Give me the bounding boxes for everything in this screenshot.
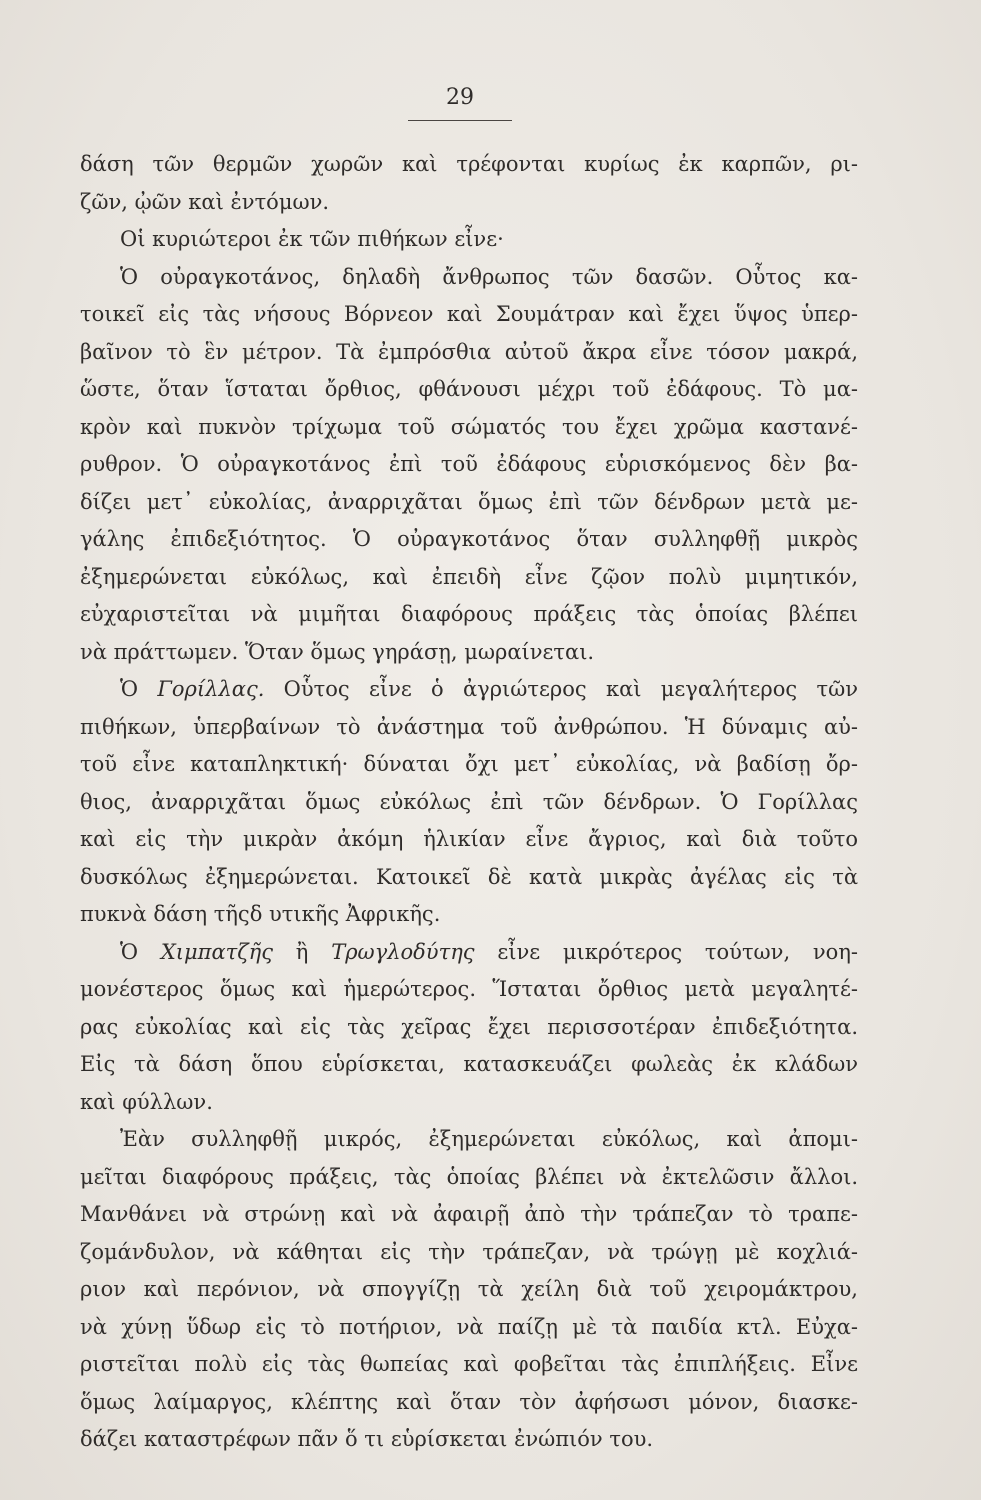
text-line: ὅμως λαίμαργος, κλέπτης καὶ ὅταν τὸν ἀφήσωσι μόνον, διασκε- [80,1389,858,1414]
text-line: ριστεῖται πολὺ εἰς τὰς θωπείας καὶ φοβεῖται τὰς ἐπιπλήξεις. Εἶνε [80,1352,858,1376]
italic-term: Γορίλλας. [157,677,265,701]
page-number: 29 [446,85,474,110]
text-line: ρας εὐκολίας καὶ εἰς τὰς χεῖρας ἔχει περισσοτέραν ἐπιδεξιότητα. [80,1014,858,1039]
text-line: Μανθάνει νὰ στρώνῃ καὶ νὰ ἀφαιρῇ ἀπὸ τὴν τράπεζαν τὸ τραπε- [80,1202,858,1226]
text-line: εὐχαριστεῖται νὰ μιμῆται διαφόρους πράξεις τὰς ὁποίας βλέπει [80,602,858,626]
text-line: Ἐὰν συλληφθῇ μικρός, ἐξημερώνεται εὐκόλως, καὶ ἀπομι- [120,1127,858,1151]
text-line: Οἱ κυριώτεροι ἐκ τῶν πιθήκων εἶνε· [120,227,504,251]
header-rule [408,120,512,121]
text-line: δάζει καταστρέφων πᾶν ὅ τι εὑρίσκεται ἐνώπιόν του. [80,1427,654,1451]
text-line: πυκνὰ δάση τῆςδ υτικῆς Ἀφρικῆς. [80,902,441,926]
text-line: ὥστε, ὅταν ἵσταται ὄρθιος, φθάνουσι μέχρι τοῦ ἐδάφους. Τὸ μα- [80,377,858,401]
italic-term: Χιμπατζῆς [160,939,274,964]
text-line: Ὁ Χιμπατζῆς ἢ Τρωγλοδύτης εἶνε μικρότερος τούτων, νοη- [120,939,858,964]
body-text [80,146,858,1459]
text-line: δίζει μετ᾽ εὐκολίας, ἀναρριχᾶται ὅμως ἐπὶ τῶν δένδρων μετὰ με- [80,489,858,514]
text-line: Ὁ Γορίλλας. Οὗτος εἶνε ὁ ἀγριώτερος καὶ μεγαλήτερος τῶν [120,677,858,701]
text-line: ζομάνδυλον, νὰ κάθηται εἰς τὴν τράπεζαν, νὰ τρώγῃ μὲ κοχλιά- [80,1239,858,1264]
text-line: κρὸν καὶ πυκνὸν τρίχωμα τοῦ σώματός του ἔχει χρῶμα καστανέ- [80,414,858,439]
text-line: βαῖνον τὸ ἓν μέτρον. Τὰ ἐμπρόσθια αὐτοῦ ἄκρα εἶνε τόσον μακρά, [80,339,858,364]
text-line: νὰ πράττωμεν. Ὅταν ὅμως γηράσῃ, μωραίνεται. [80,639,595,664]
text-line: τοῦ εἶνε καταπληκτική· δύναται ὄχι μετ᾽ εὐκολίας, νὰ βαδίσῃ ὄρ- [80,752,858,776]
text-line: Ὁ οὐραγκοτάνος, δηλαδὴ ἄνθρωπος τῶν δασῶν. Οὗτος κα- [120,264,858,289]
text-line: πιθήκων, ὑπερβαίνων τὸ ἀνάστημα τοῦ ἀνθρώπου. Ἡ δύναμις αὐ- [80,714,858,739]
text-line: νὰ χύνῃ ὕδωρ εἰς τὸ ποτήριον, νὰ παίζῃ μὲ τὰ παιδία κτλ. Εὐχα- [80,1314,858,1339]
text-line: ριον καὶ περόνιον, νὰ σπογγίζῃ τὰ χείλη διὰ τοῦ χειρομάκτρου, [80,1277,858,1301]
text-line: ρυθρον. Ὁ οὐραγκοτάνος ἐπὶ τοῦ ἐδάφους εὑρισκόμενος δὲν βα- [80,452,858,476]
text-line: ἐξημερώνεται εὐκόλως, καὶ ἐπειδὴ εἶνε ζῷον πολὺ μιμητικόν, [80,564,858,589]
text-line: ζῶν, ᾠῶν καὶ ἐντόμων. [80,189,330,214]
text-line: μεῖται διαφόρους πράξεις, τὰς ὁποίας βλέπει νὰ ἐκτελῶσιν ἄλλοι. [80,1164,858,1189]
text-line: δυσκόλως ἐξημερώνεται. Κατοικεῖ δὲ κατὰ μικρὰς ἀγέλας εἰς τὰ [80,864,858,889]
italic-term: Τρωγλοδύτης [331,939,475,964]
text-line: Εἰς τὰ δάση ὅπου εὑρίσκεται, κατασκευάζει φωλεὰς ἐκ κλάδων [80,1052,858,1076]
text-line: καὶ εἰς τὴν μικρὰν ἀκόμη ἡλικίαν εἶνε ἄγριος, καὶ διὰ τοῦτο [80,827,858,851]
text-line: δάση τῶν θερμῶν χωρῶν καὶ τρέφονται κυρίως ἐκ καρπῶν, ρι- [80,152,858,176]
text-line: τοικεῖ εἰς τὰς νήσους Βόρνεον καὶ Σουμάτραν καὶ ἔχει ὕψος ὑπερ- [80,302,858,326]
text-line: καὶ φύλλων. [80,1089,213,1114]
text-line: γάλης ἐπιδεξιότητος. Ὁ οὐραγκοτάνος ὅταν συλληφθῇ μικρὸς [80,527,858,551]
text-line: θιος, ἀναρριχᾶται ὅμως εὐκόλως ἐπὶ τῶν δένδρων. Ὁ Γορίλλας [80,789,858,814]
text-line: μονέστερος ὅμως καὶ ἡμερώτερος. Ἵσταται ὄρθιος μετὰ μεγαλητέ- [80,977,858,1001]
